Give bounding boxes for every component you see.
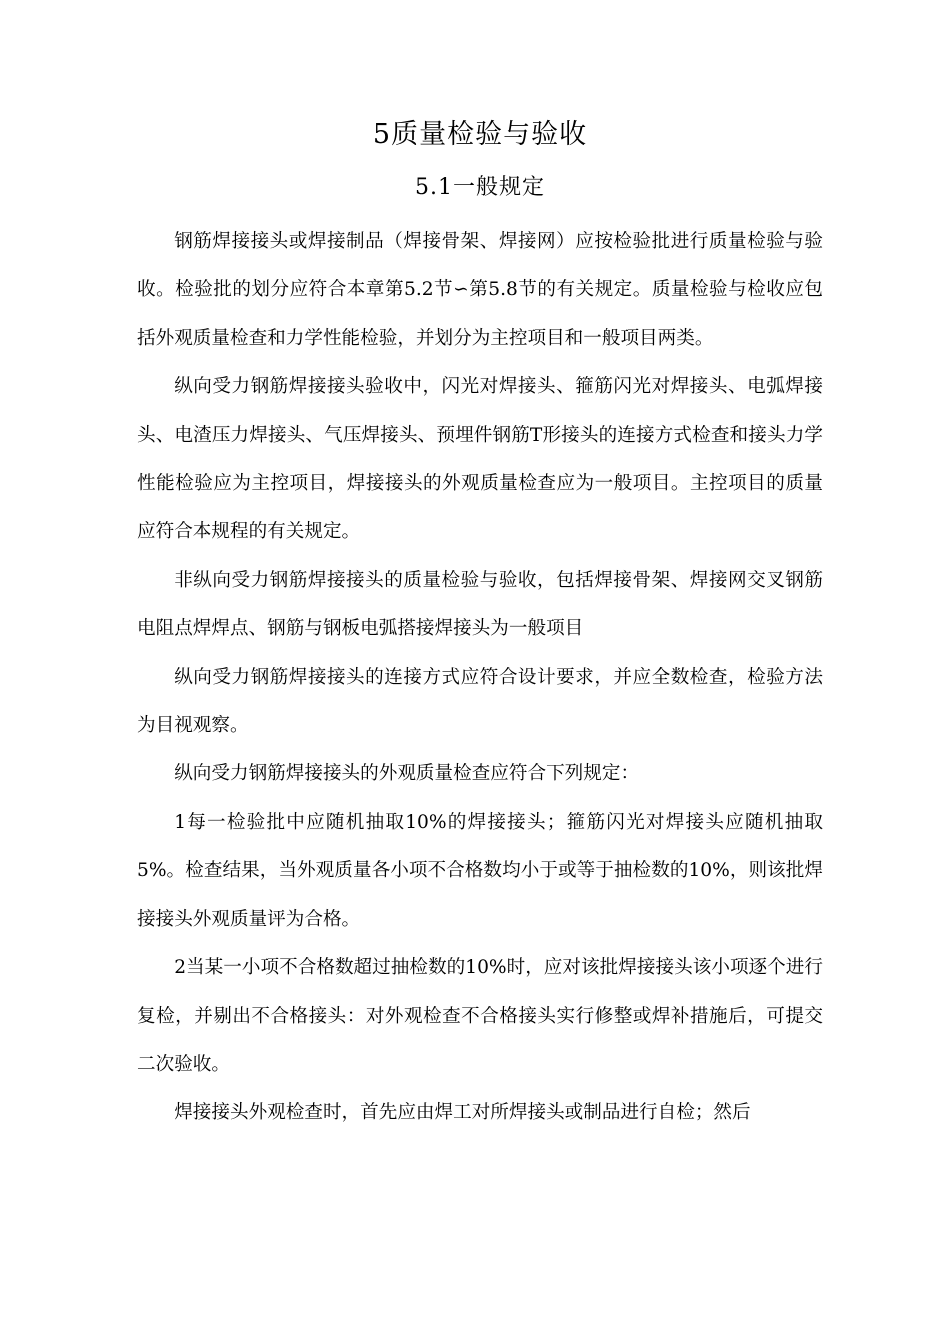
- paragraph-connection-method: 纵向受力钢筋焊接接头的连接方式应符合设计要求，并应全数检查，检验方法为目视观察。: [137, 666, 823, 737]
- paragraph-general-items: 非纵向受力钢筋焊接接头的质量检验与验收，包括焊接骨架、焊接网交叉钢筋电阻点焊焊点、钢筋与钢板电弧搭接焊接头为一般项目: [137, 569, 823, 640]
- paragraph-appearance-rules-intro: 纵向受力钢筋焊接接头的外观质量检查应符合下列规定：: [174, 763, 640, 785]
- paragraph-rule-1: 1每一检验批中应随机抽取10%的焊接接头；箍筋闪光对焊接头应随机抽取5%。检查结果，当外观质量各小项不合格数均小于或等于抽检数的10%，则该批焊接接头外观质量评为合格。: [137, 811, 823, 930]
- paragraph-rule-2: 2当某一小项不合格数超过抽检数的10%时，应对该批焊接接头该小项逐个进行复检，并剔出不合格接头：对外观检查不合格接头实行修整或焊补措施后，可提交二次验收。: [137, 957, 823, 1075]
- section-title: 5.1一般规定: [415, 175, 545, 200]
- paragraph-self-inspection: 焊接接头外观检查时，首先应由焊工对所焊接头或制品进行自检；然后: [174, 1102, 751, 1124]
- chapter-title: 5质量检验与验收: [372, 119, 588, 150]
- document-body: [137, 110, 823, 1138]
- paragraph-main-control-items: 纵向受力钢筋焊接接头验收中，闪光对焊接头、箍筋闪光对焊接头、电弧焊接头、电渣压力焊接头、气压焊接头、预埋件钢筋T形接头的连接方式检查和接头力学性能检验应为主控项目，焊接接头的外观质量检查应为一般项目。主控项目的质量应符合本规程的有关规定。: [137, 376, 823, 543]
- paragraph-batch-division: 钢筋焊接接头或焊接制品（焊接骨架、焊接网）应按检验批进行质量检验与验收。检验批的划分应符合本章第5.2节∽第5.8节的有关规定。质量检验与检收应包括外观质量检查和力学性能检验，并划分为主控项目和一般项目两类。: [137, 231, 823, 349]
